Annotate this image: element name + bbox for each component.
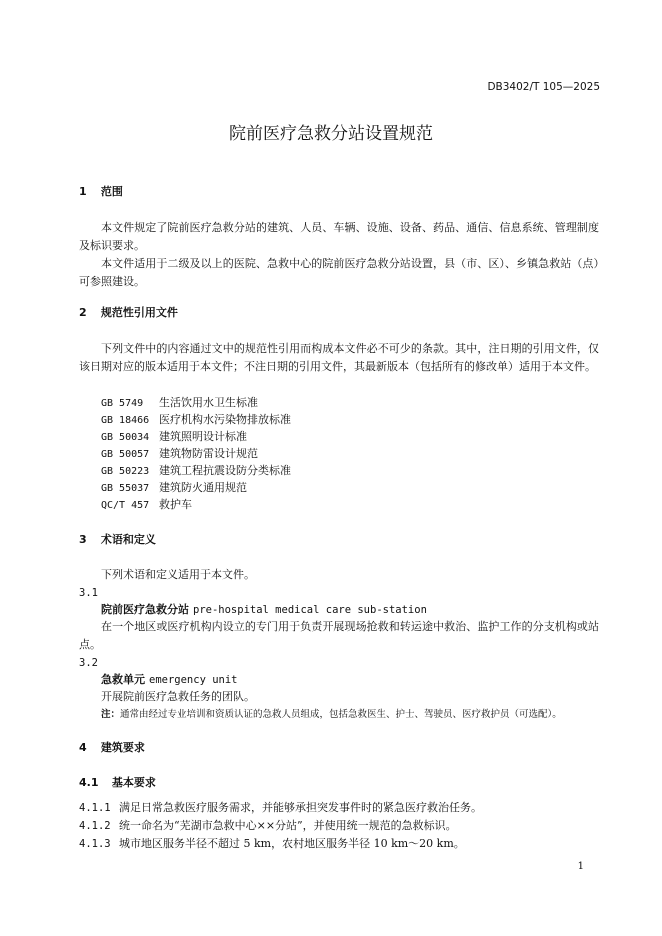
paragraph: 下列术语和定义适用于本文件。 bbox=[101, 568, 255, 581]
clause-number: 4.1.1 bbox=[79, 802, 111, 814]
section-title: 范围 bbox=[100, 185, 123, 198]
reference-code: GB 18466 bbox=[101, 415, 150, 426]
clause-item bbox=[79, 817, 457, 835]
reference-name: 救护车 bbox=[159, 498, 192, 511]
subsection-4-1-heading bbox=[79, 774, 156, 792]
reference-code: GB 50057 bbox=[101, 449, 150, 460]
reference-code: GB 55037 bbox=[101, 483, 150, 494]
clause-text: 统一命名为“芜湖市急救中心××分站”，并使用统一规范的急救标识。 bbox=[119, 819, 457, 832]
term-chinese: 院前医疗急救分站 bbox=[101, 603, 189, 616]
reference-name: 生活饮用水卫生标准 bbox=[159, 396, 258, 409]
term-number: 3.1 bbox=[79, 587, 98, 599]
term-english: emergency unit bbox=[149, 674, 238, 686]
note-text: 通常由经过专业培训和资质认证的急救人员组成，包括急救医生、护士、驾驶员、医疗救护员（可选配）。 bbox=[120, 709, 562, 720]
section-number: 1 bbox=[79, 185, 87, 198]
section-title: 建筑要求 bbox=[100, 741, 145, 754]
section-1-heading bbox=[79, 183, 123, 201]
subsection-title: 基本要求 bbox=[111, 776, 156, 789]
reference-name: 医疗机构水污染物排放标准 bbox=[159, 413, 291, 426]
paragraph: 本文件规定了院前医疗急救分站的建筑、人员、车辆、设施、设备、药品、通信、信息系统、管理制度及标识要求。 bbox=[79, 221, 599, 252]
document-title: 院前医疗急救分站设置规范 bbox=[229, 124, 433, 144]
note bbox=[101, 706, 562, 724]
term-english: pre-hospital medical care sub-station bbox=[193, 604, 427, 616]
clause-number: 4.1.3 bbox=[79, 838, 111, 850]
reference-code: GB 50223 bbox=[101, 466, 150, 477]
subsection-number: 4.1 bbox=[79, 776, 99, 789]
reference-item bbox=[101, 496, 192, 515]
document-code: DB3402/T 105—2025 bbox=[487, 81, 600, 93]
term-chinese: 急救单元 bbox=[101, 673, 145, 686]
page-number: 1 bbox=[577, 861, 584, 872]
reference-code: GB 50034 bbox=[101, 432, 150, 443]
section-2-heading bbox=[79, 304, 178, 322]
clause-item bbox=[79, 799, 482, 817]
term-definition: 在一个地区或医疗机构内设立的专门用于负责开展现场抢救和转运途中救治、监护工作的分支机构或站点。 bbox=[79, 620, 599, 651]
note-label: 注： bbox=[101, 709, 121, 720]
reference-name: 建筑工程抗震设防分类标准 bbox=[159, 464, 291, 477]
reference-name: 建筑防火通用规范 bbox=[159, 481, 247, 494]
reference-code: QC/T 457 bbox=[101, 500, 150, 511]
term-definition: 开展院前医疗急救任务的团队。 bbox=[101, 690, 255, 703]
clause-number: 4.1.2 bbox=[79, 820, 111, 832]
reference-name: 建筑照明设计标准 bbox=[159, 430, 247, 443]
paragraph: 下列文件中的内容通过文中的规范性引用而构成本文件必不可少的条款。其中，注日期的引用文件，仅该日期对应的版本适用于本文件；不注日期的引用文件，其最新版本（包括所有的修改单）适用于本文件。 bbox=[79, 342, 599, 373]
clause-item bbox=[79, 835, 465, 853]
section-4-heading bbox=[79, 739, 145, 757]
paragraph: 本文件适用于二级及以上的医院、急救中心的院前医疗急救分站设置，县（市、区）、乡镇急救站（点）可参照建设。 bbox=[79, 257, 599, 288]
term-number: 3.2 bbox=[79, 657, 98, 669]
section-title: 术语和定义 bbox=[100, 533, 156, 546]
section-3-heading bbox=[79, 531, 156, 549]
reference-name: 建筑物防雷设计规范 bbox=[159, 447, 258, 460]
section-number: 2 bbox=[79, 306, 87, 319]
section-number: 4 bbox=[79, 741, 87, 754]
section-number: 3 bbox=[79, 533, 87, 546]
clause-text: 满足日常急救医疗服务需求，并能够承担突发事件时的紧急医疗救治任务。 bbox=[119, 801, 482, 814]
clause-text: 城市地区服务半径不超过 5 km，农村地区服务半径 10 km～20 km。 bbox=[119, 837, 465, 850]
reference-code: GB 5749 bbox=[101, 398, 144, 409]
term-title bbox=[101, 671, 238, 689]
section-title: 规范性引用文件 bbox=[100, 306, 178, 319]
term-title bbox=[101, 601, 427, 619]
